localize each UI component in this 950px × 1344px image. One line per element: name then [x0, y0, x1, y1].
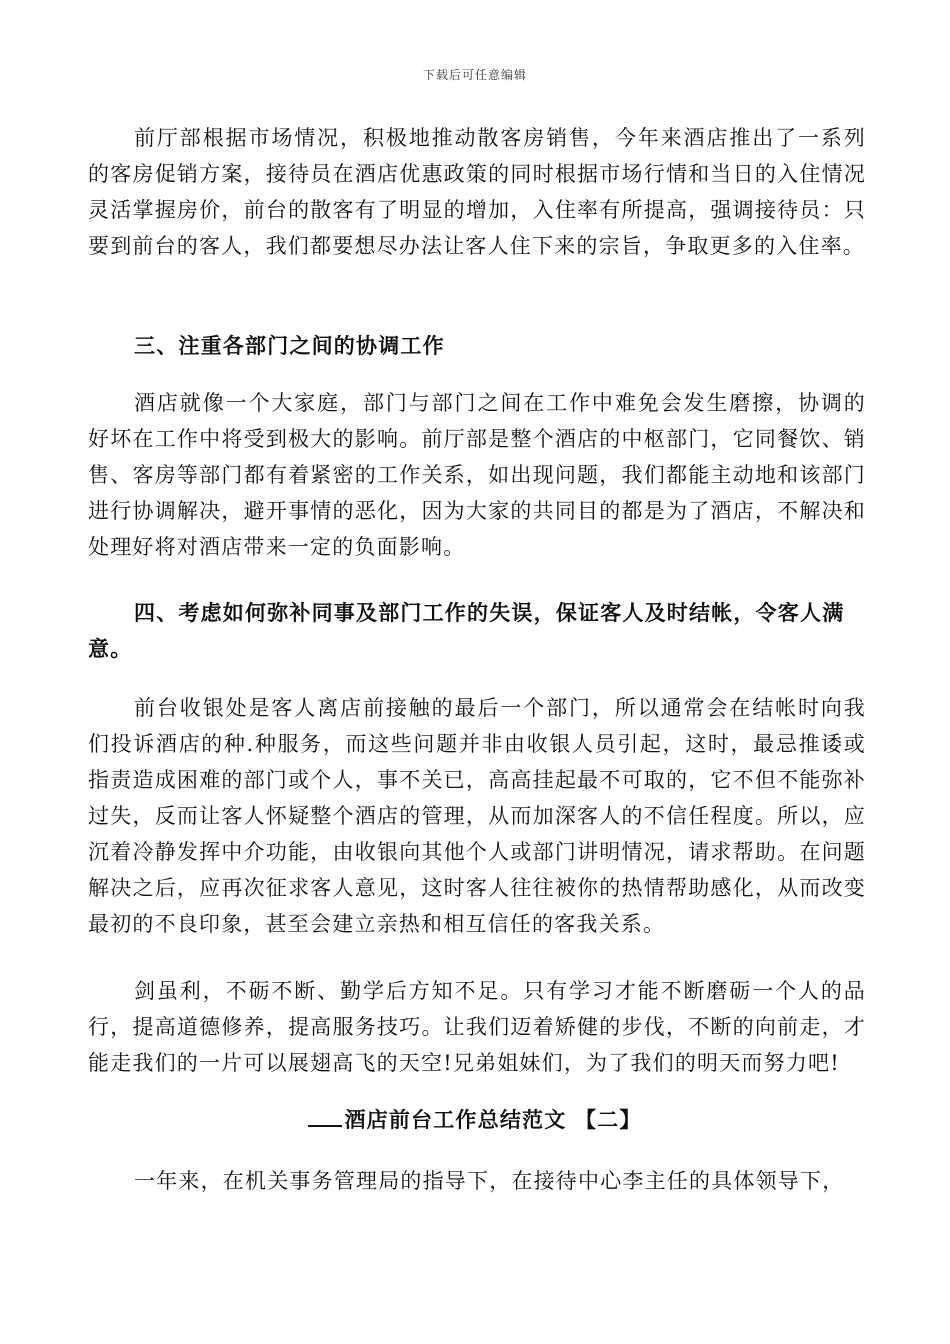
document-title-2 — [0, 1102, 950, 1138]
paragraph-cashier: 前台收银处是客人离店前接触的最后一个部门，所以通常会在结帐时向我们投诉酒店的种.种服务，而这些问题并非由收银人员引起，这时，最忌推诿或指责造成困难的部门或个人，事不关已，高高挂起最不可取的，它不但不能弥补过失，反而让客人怀疑整个酒店的管理，从而加深客人的不信任程度。所以，应沉着冷静发挥中介功能，由收银向其他个人或部门讲明情况，请求帮助。在问题解决之后，应再次征求客人意见，这时客人往往被你的热情帮助感化，从而改变最初的不良印象，甚至会建立亲热和相互信任的客我关系。 — [88, 696, 866, 936]
paragraph-year-intro: 一年来，在机关事务管理局的指导下，在接待中心李主任的具体领导下， — [134, 1169, 845, 1193]
paragraph-front-office-sales: 前厅部根据市场情况，积极地推动散客房销售，今年来酒店推出了一系列的客房促销方案，接待员在酒店优惠政策的同时根据市场行情和当日的入住情况灵活掌握房价，前台的散客有了明显的增加，入住率有所提高，强调接待员：只要到前台的客人，我们都要想尽办法让客人住下来的宗旨，争取更多的入住率。 — [88, 126, 866, 258]
title-2-text: 酒店前台工作总结范文 【二】 — [344, 1107, 642, 1132]
page-header: 下载后可任意编辑 — [422, 68, 527, 82]
section-heading-4: 四、考虑如何弥补同事及部门工作的失误，保证客人及时结帐，令客人满意。 — [88, 600, 845, 661]
paragraph-coordination: 酒店就像一个大家庭，部门与部门之间在工作中难免会发生磨擦，协调的好坏在工作中将受到极大的影响。前厅部是整个酒店的中枢部门，它同餐饮、销售、客房等部门都有着紧密的工作关系，如出现问题，我们都能主动地和该部门进行协调解决，避开事情的恶化，因为大家的共同目的都是为了酒店，不解决和处理好将对酒店带来一定的负面影响。 — [88, 391, 866, 559]
paragraph-closing: 剑虽利，不砺不断、勤学后方知不足。只有学习才能不断磨砺一个人的品行，提高道德修养，提高服务技巧。让我们迈着矫健的步伐，不断的向前走，才能走我们的一片可以展翅高飞的天空!兄弟姐妹们，为了我们的明天而努力吧! — [88, 979, 866, 1075]
section-heading-3: 三、注重各部门之间的协调工作 — [134, 333, 445, 358]
title-blank-underline — [308, 1125, 342, 1127]
